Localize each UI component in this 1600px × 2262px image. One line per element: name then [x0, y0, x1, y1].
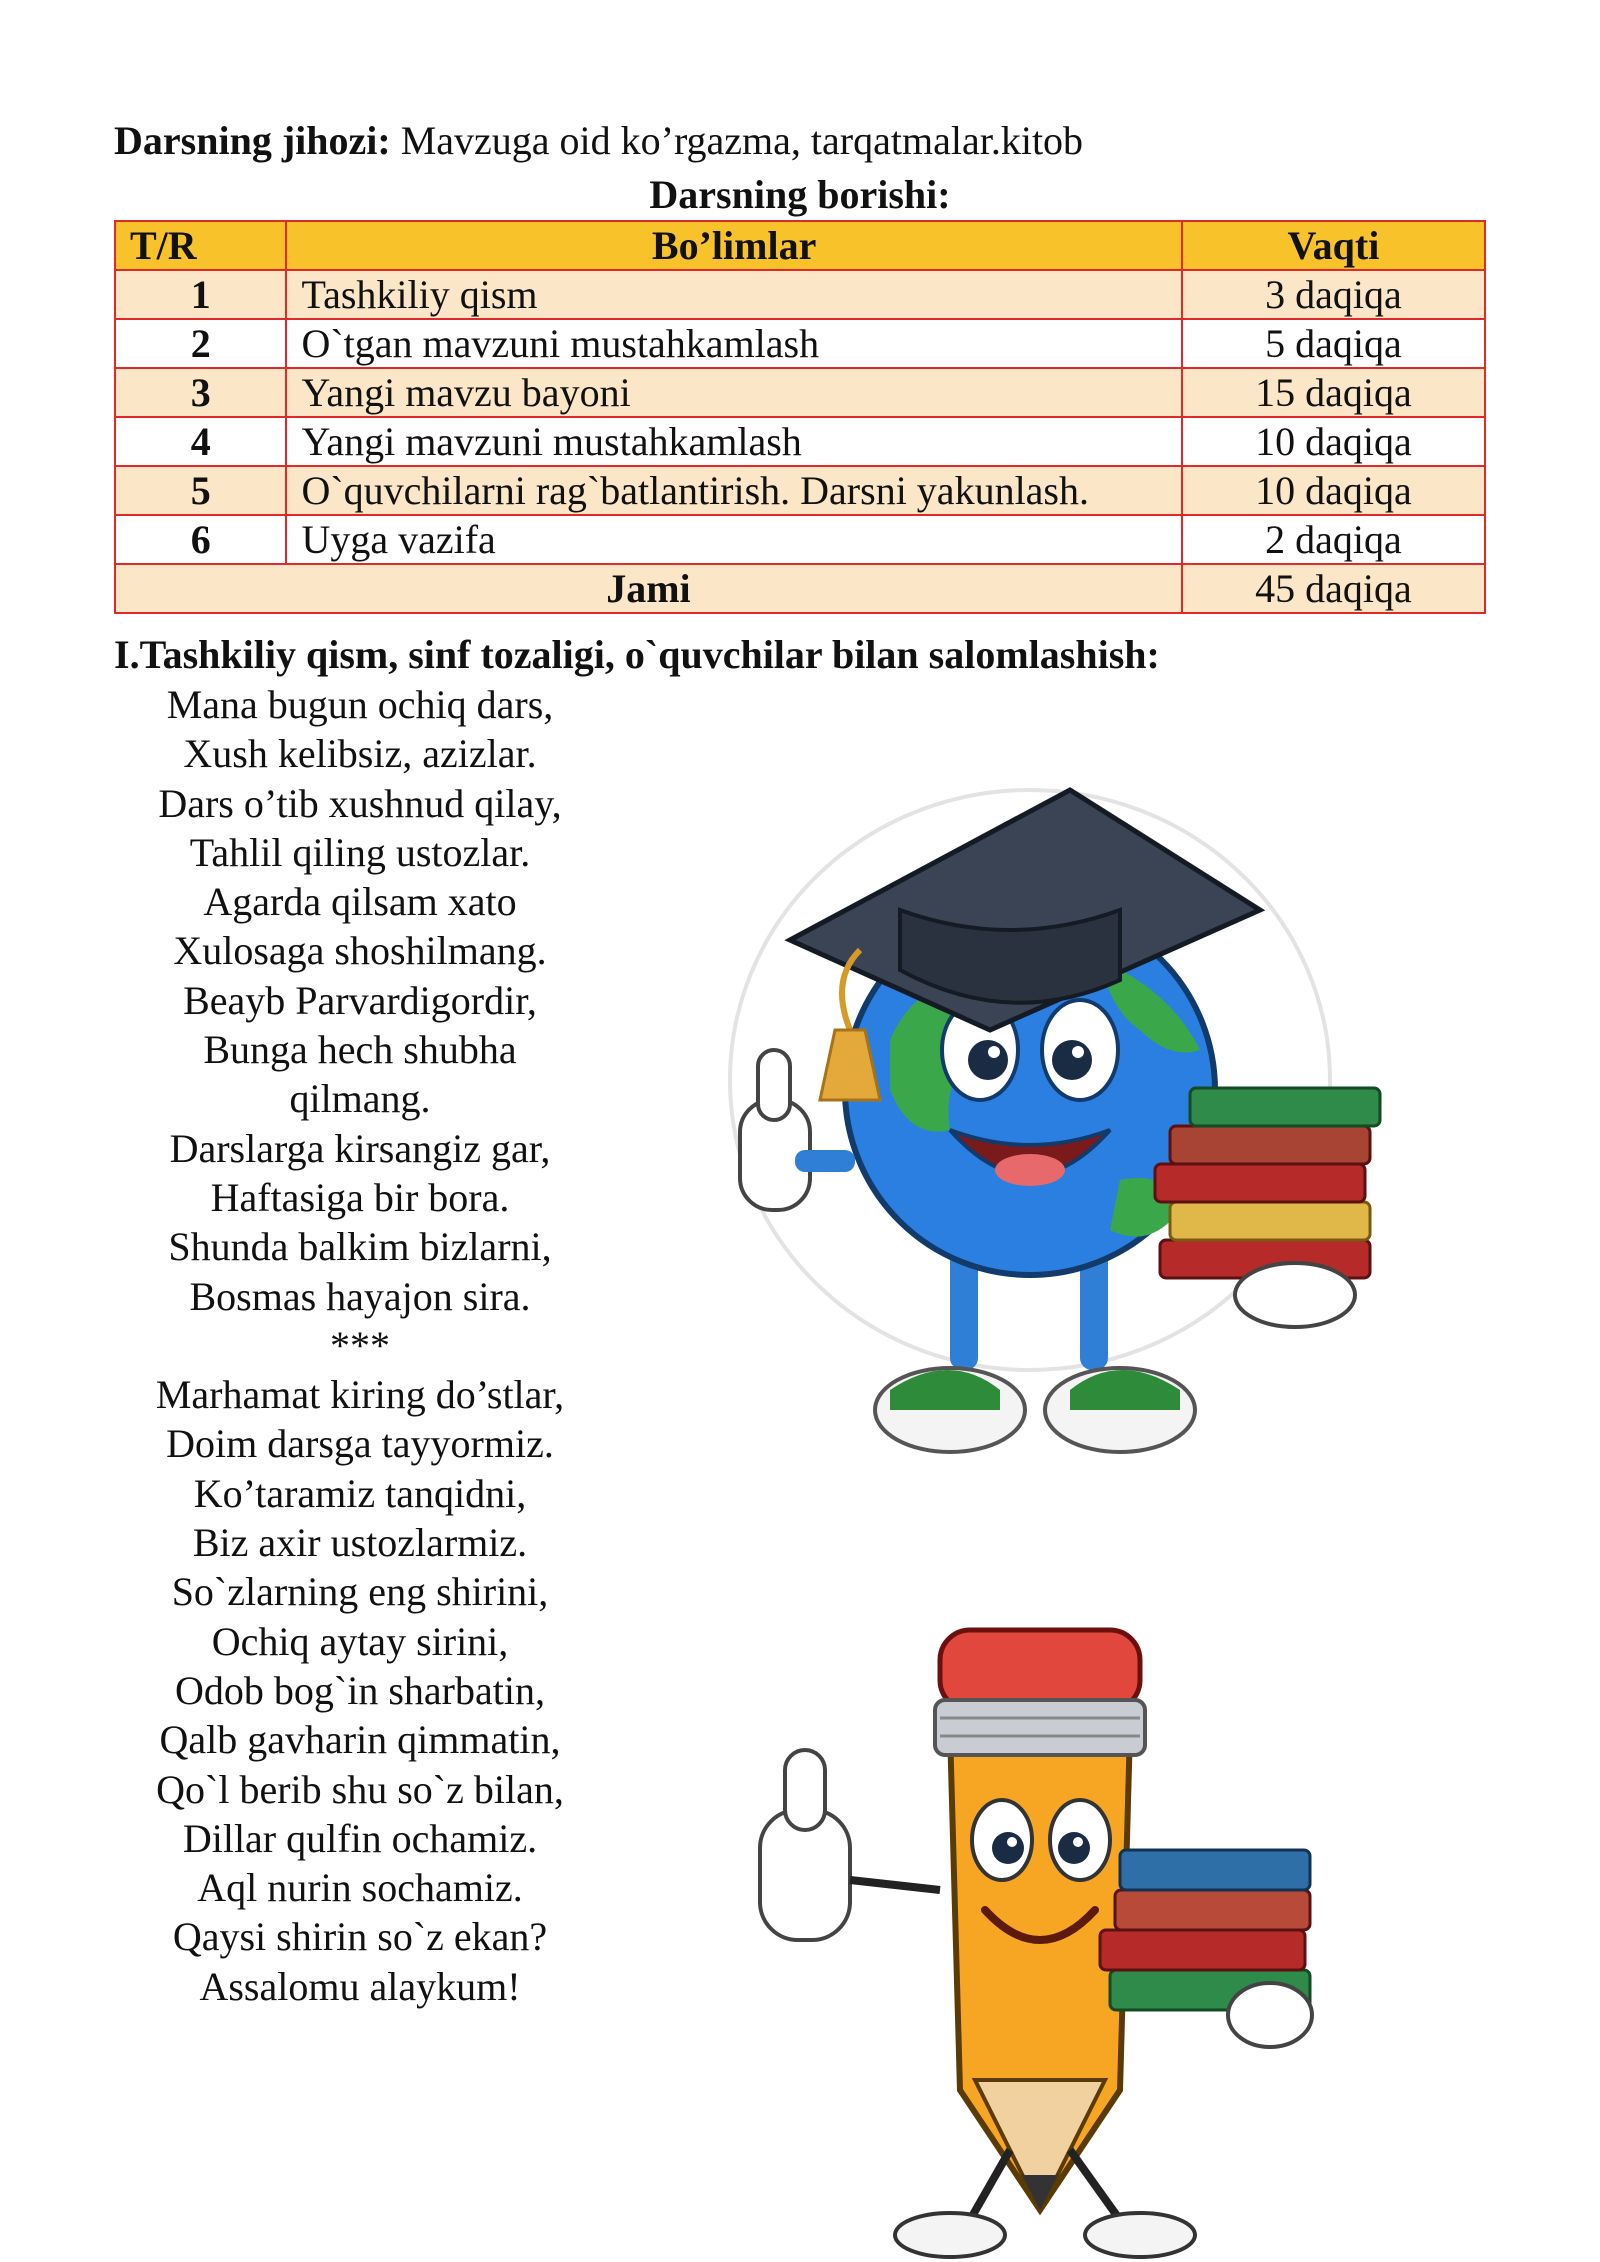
poem-line: So`zlarning eng shirini, — [171, 1569, 549, 1615]
lesson-plan-table — [114, 220, 1486, 614]
poem-line: Doim darsga tayyormiz. — [166, 1421, 554, 1467]
poem-line: Shunda balkim bizlarni, — [168, 1224, 552, 1270]
row-section: O`quvchilarni rag`batlantirish. Darsni yakunlash. — [286, 466, 1181, 515]
greeting-heading: I.Tashkiliy qism, sinf tozaligi, o`quvchilar bilan salomlashish: — [114, 632, 1160, 677]
poem-line: Dars o’tib xushnud qilay, — [158, 780, 562, 826]
poem-line: Bosmas hayajon sira. — [189, 1273, 531, 1319]
header-sections: Bo’limlar — [286, 221, 1181, 270]
poem-line: Dillar qulfin ochamiz. — [182, 1815, 538, 1861]
row-time: 10 daqiqa — [1182, 466, 1485, 515]
poem-line: Aql nurin sochamiz. — [197, 1865, 523, 1911]
poem-line: Mana bugun ochiq dars, — [166, 682, 554, 727]
table-row — [115, 466, 1485, 515]
row-time: 5 daqiqa — [1182, 319, 1485, 368]
row-time: 2 daqiqa — [1182, 515, 1485, 564]
row-time: 10 daqiqa — [1182, 417, 1485, 466]
row-number: 6 — [115, 515, 286, 564]
row-time: 3 daqiqa — [1182, 270, 1485, 319]
poem-line: Assalomu alaykum! — [199, 1963, 521, 2009]
row-section: Tashkiliy qism — [286, 270, 1181, 319]
row-time: 15 daqiqa — [1182, 368, 1485, 417]
row-number: 4 — [115, 417, 286, 466]
pencil-mascot-icon — [740, 1610, 1360, 2260]
poem-line: *** — [330, 1322, 390, 1368]
row-number: 2 — [115, 319, 286, 368]
total-time: 45 daqiqa — [1182, 564, 1485, 613]
table-header-row — [115, 221, 1485, 270]
poem-line: Haftasiga bir bora. — [210, 1174, 510, 1220]
greeting-poem — [110, 680, 610, 2011]
globe-graduate-mascot-icon — [700, 750, 1450, 1500]
row-section: Yangi mavzu bayoni — [286, 368, 1181, 417]
poem-line: Xulosaga shoshilmang. — [173, 928, 547, 974]
row-section: Uyga vazifa — [286, 515, 1181, 564]
row-section: Yangi mavzuni mustahkamlash — [286, 417, 1181, 466]
table-row — [115, 368, 1485, 417]
lesson-equipment — [114, 116, 1083, 166]
row-number: 3 — [115, 368, 286, 417]
header-time: Vaqti — [1182, 221, 1485, 270]
row-number: 5 — [115, 466, 286, 515]
total-label: Jami — [115, 564, 1182, 613]
table-row — [115, 319, 1485, 368]
header-number: T/R — [115, 221, 286, 270]
poem-line: Bunga hech shubha — [203, 1027, 517, 1073]
lesson-flow-title: Darsning borishi: — [649, 172, 951, 217]
table-row — [115, 417, 1485, 466]
poem-line: Ochiq aytay sirini, — [211, 1618, 509, 1664]
table-total-row — [115, 564, 1485, 613]
poem-line: Biz axir ustozlarmiz. — [192, 1520, 528, 1566]
table-row — [115, 515, 1485, 564]
poem-line: Qaysi shirin so`z ekan? — [172, 1914, 548, 1960]
poem-line: Qo`l berib shu so`z bilan, — [156, 1766, 564, 1812]
equipment-label: Darsning jihozi: — [114, 118, 391, 163]
equipment-text: Mavzuga oid ko’rgazma, tarqatmalar.kitob — [390, 118, 1084, 163]
poem-line: Tahlil qiling ustozlar. — [189, 829, 531, 875]
poem-line: Ko’taramiz tanqidni, — [193, 1470, 527, 1516]
poem-line: Beayb Parvardigordir, — [183, 977, 537, 1023]
poem-line: Odob bog`in sharbatin, — [175, 1667, 545, 1713]
poem-line: Agarda qilsam xato — [203, 879, 517, 925]
row-number: 1 — [115, 270, 286, 319]
poem-line: Darslarga kirsangiz gar, — [169, 1125, 551, 1171]
poem-line: Marhamat kiring do’stlar, — [155, 1372, 565, 1418]
poem-line: Xush kelibsiz, azizlar. — [183, 731, 537, 777]
poem-line: qilmang. — [289, 1076, 431, 1122]
row-section: O`tgan mavzuni mustahkamlash — [286, 319, 1181, 368]
table-row — [115, 270, 1485, 319]
poem-line: Qalb gavharin qimmatin, — [159, 1717, 561, 1763]
